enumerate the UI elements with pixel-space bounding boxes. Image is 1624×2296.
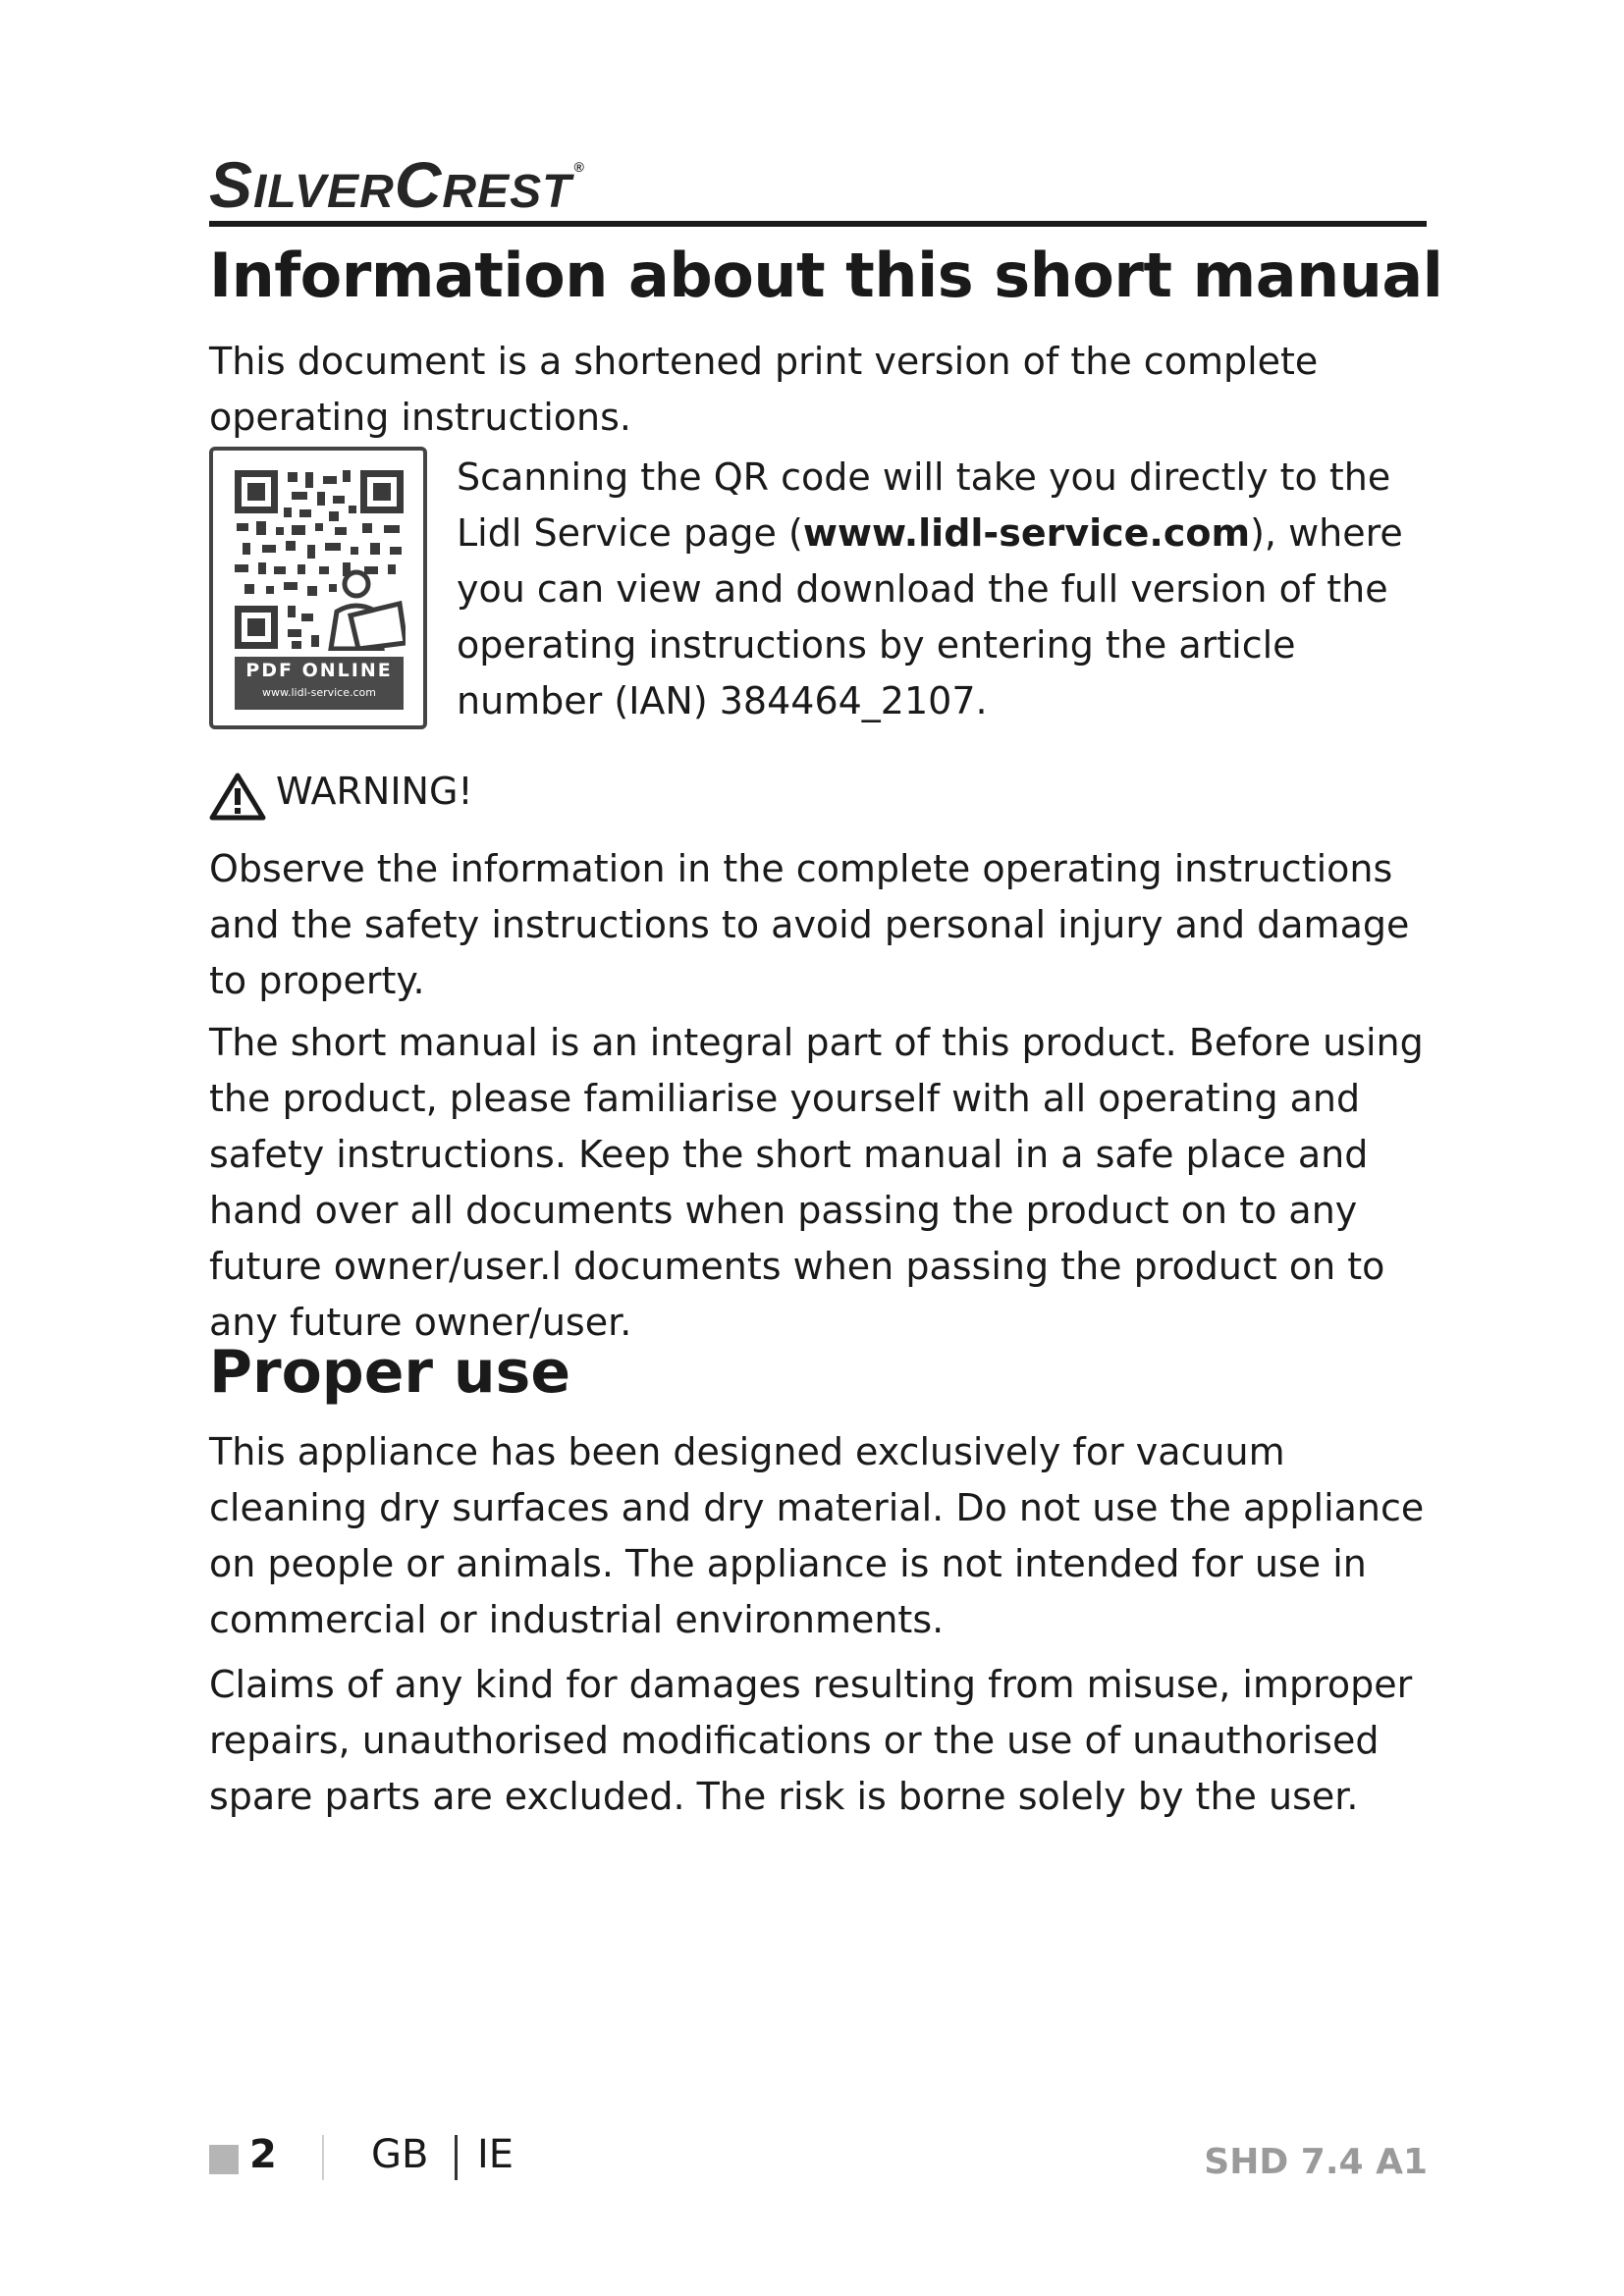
pdf-online-band: PDF ONLINE www.lidl-service.com bbox=[235, 657, 404, 710]
warning-label: WARNING! bbox=[276, 770, 473, 813]
qr-code-panel[interactable] bbox=[209, 447, 427, 729]
header-rule bbox=[209, 221, 1427, 227]
integral-part-paragraph: The short manual is an integral part of this product. Before using the product, please familiarise yourself with all operating and safety instructions. Keep the short manual in a safe place and hand over all documents when passing the product on to any future owner/user.l documents when passing the product on to any future owner/user. bbox=[209, 1021, 1424, 1344]
country-code-gb: GB bbox=[371, 2132, 429, 2177]
footer-divider bbox=[322, 2135, 324, 2180]
proper-use-paragraph-2: Claims of any kind for damages resulting from misuse, improper repairs, unauthorised modifications or the use of unauthorised spare parts are excluded. The risk is borne solely by the user. bbox=[209, 1663, 1413, 1818]
warning-triangle-icon bbox=[209, 772, 266, 821]
intro-paragraph: This document is a shortened print version of the complete operating instructions. bbox=[209, 340, 1319, 439]
model-number: SHD 7.4 A1 bbox=[1204, 2142, 1428, 2182]
proper-use-paragraph-1: This appliance has been designed exclusively for vacuum cleaning dry surfaces and dry material. Do not use the appliance on people or animals. The appliance is not intended for use in commercial or industrial environments. bbox=[209, 1430, 1425, 1641]
section-title-information: Information about this short manual bbox=[209, 240, 1443, 311]
warning-paragraph: Observe the information in the complete operating instructions and the safety instructions to avoid personal injury and damage to property. bbox=[209, 847, 1410, 1002]
country-code-ie: IE bbox=[477, 2132, 514, 2177]
silvercrest-logo: SILVERCREST ® bbox=[209, 148, 585, 221]
page-number: 2 bbox=[249, 2132, 277, 2177]
footer-marker bbox=[209, 2145, 239, 2174]
qr-code-icon bbox=[233, 468, 406, 651]
lidl-service-link[interactable]: www.lidl-service.com bbox=[802, 511, 1251, 555]
qr-description: Scanning the QR code will take you directly to the Lidl Service page (www.lidl-service.com), where you can view and download the full version of the operating instructions by entering the article number (IAN) 384464_2107. bbox=[457, 455, 1403, 722]
section-title-proper-use: Proper use bbox=[209, 1338, 571, 1407]
footer-country-divider bbox=[455, 2135, 458, 2180]
